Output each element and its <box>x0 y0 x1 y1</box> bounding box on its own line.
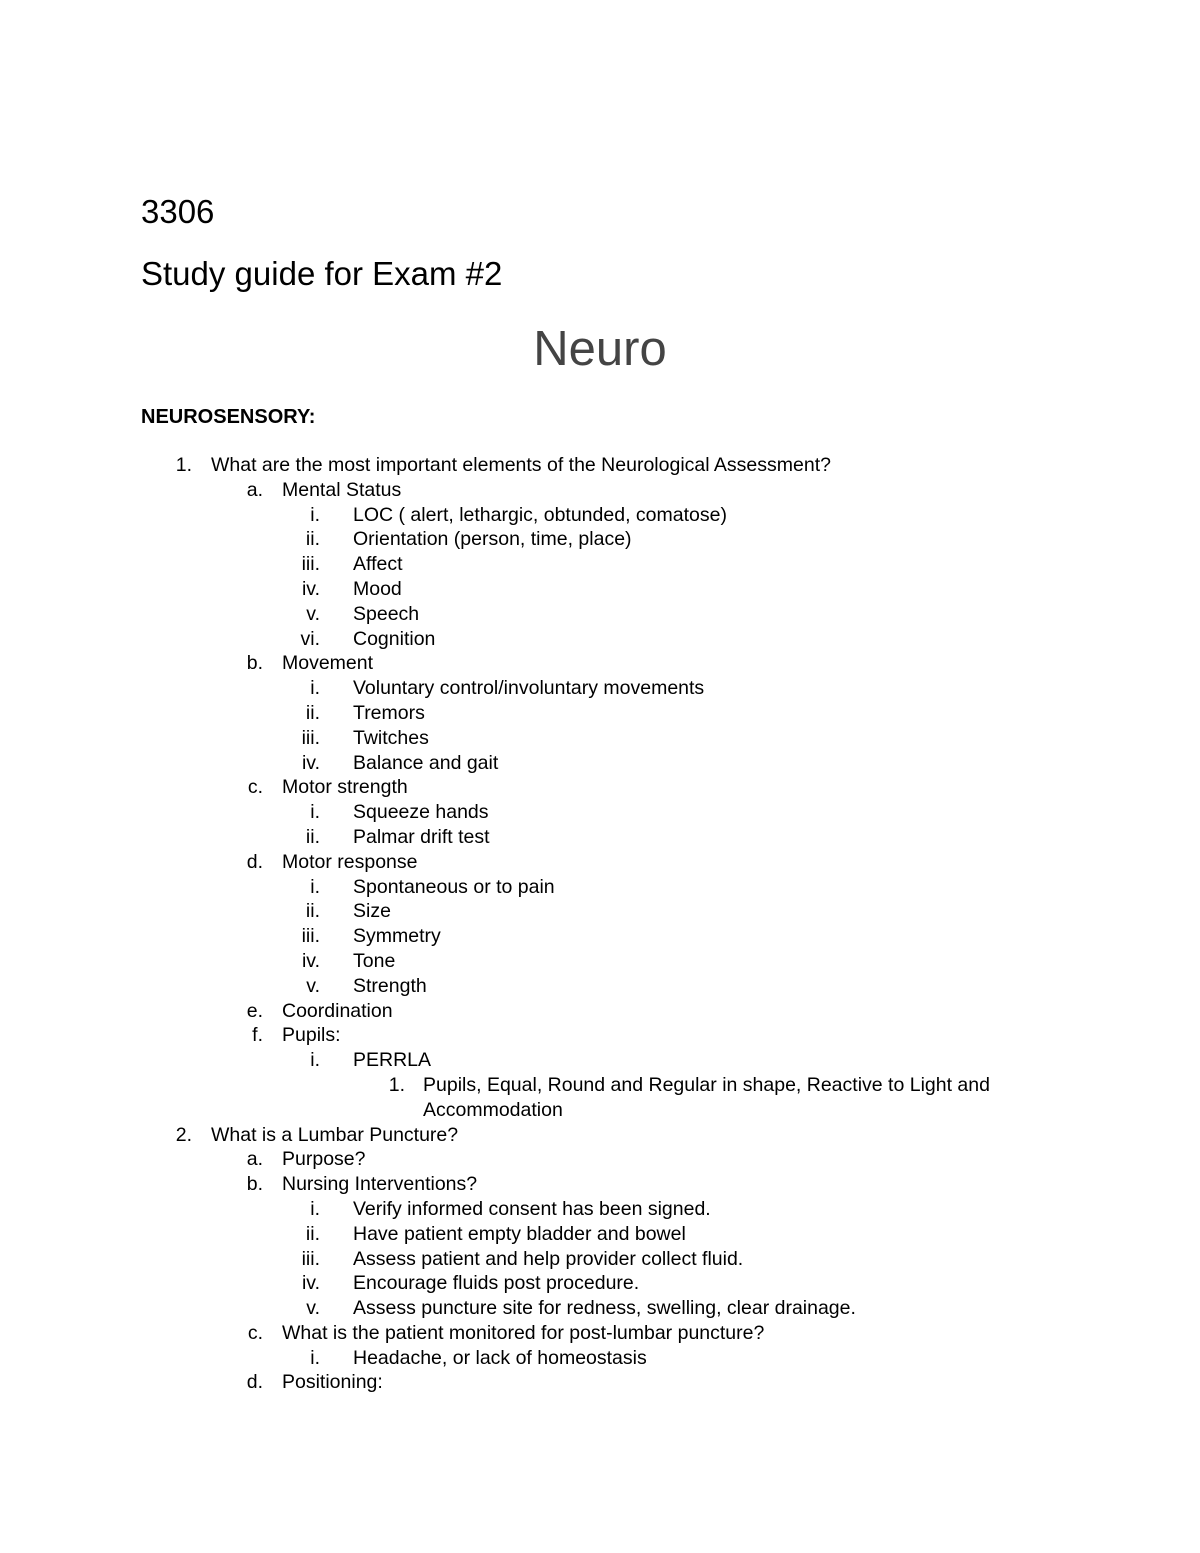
list-item-text: Cognition <box>353 627 436 650</box>
list-item <box>0 676 1200 701</box>
list-item-text: Assess puncture site for redness, swelling, clear drainage. <box>353 1297 856 1320</box>
list-marker: v. <box>306 1297 320 1320</box>
list-item-text: Mood <box>353 577 402 600</box>
list-item-text: Pupils, Equal, Round and Regular in shape, Reactive to Light and Accommodation <box>423 1073 990 1121</box>
list-item-text: Verify informed consent has been signed. <box>353 1197 711 1220</box>
list-marker: f. <box>252 1024 263 1047</box>
list-item-text: PERRLA <box>353 1049 432 1072</box>
list-item-text: What is the patient monitored for post-lumbar puncture? <box>282 1321 765 1344</box>
list-item <box>0 1321 1200 1346</box>
list-item <box>0 1023 1200 1048</box>
list-item <box>0 453 1200 478</box>
list-item <box>0 899 1200 924</box>
list-item <box>0 651 1200 676</box>
list-item-text: Movement <box>282 652 374 675</box>
list-item-text: Speech <box>353 602 420 625</box>
list-marker: a. <box>246 1148 263 1171</box>
list-marker: c. <box>247 776 263 799</box>
list-marker: i. <box>310 677 320 700</box>
list-marker: i. <box>310 875 320 898</box>
list-marker: 1. <box>388 1073 405 1096</box>
list-marker: d. <box>246 850 263 873</box>
list-item <box>0 627 1200 652</box>
list-item <box>0 1222 1200 1247</box>
list-item-text: Assess patient and help provider collect fluid. <box>353 1247 744 1270</box>
list-item <box>0 552 1200 577</box>
list-item <box>0 775 1200 800</box>
list-item-text: Size <box>353 900 391 923</box>
list-marker: v. <box>306 602 320 625</box>
list-marker: i. <box>310 1346 320 1369</box>
list-item <box>0 999 1200 1024</box>
list-item-text: What are the most important elements of the Neurological Assessment? <box>211 454 831 476</box>
course-number: 3306 <box>141 193 215 230</box>
list-marker: iii. <box>301 553 320 576</box>
section-label: NEUROSENSORY: <box>141 406 316 428</box>
list-item <box>0 924 1200 949</box>
list-item-text: Mental Status <box>282 478 402 501</box>
list-marker: b. <box>246 1173 263 1196</box>
list-marker: i. <box>310 1049 320 1072</box>
list-item-text: LOC ( alert, lethargic, obtunded, comatose) <box>353 503 727 526</box>
list-item <box>0 701 1200 726</box>
list-marker: vi. <box>300 627 320 650</box>
list-marker: c. <box>247 1321 263 1344</box>
list-item <box>0 1370 1200 1395</box>
list-item-text: Orientation (person, time, place) <box>353 528 632 551</box>
list-item-text: Nursing Interventions? <box>282 1173 478 1196</box>
list-marker: iv. <box>301 577 320 600</box>
list-item-text: Tremors <box>353 701 425 724</box>
list-marker: 2. <box>175 1123 192 1146</box>
list-item <box>0 503 1200 528</box>
list-item <box>0 478 1200 503</box>
list-item-text: Motor response <box>282 850 418 873</box>
list-marker: e. <box>246 999 263 1022</box>
list-item-text: Squeeze hands <box>353 801 489 824</box>
list-item <box>0 1197 1200 1222</box>
document-title: Study guide for Exam #2 <box>141 255 503 292</box>
list-item <box>0 974 1200 999</box>
list-marker: i. <box>310 801 320 824</box>
list-item-text: Purpose? <box>282 1148 366 1171</box>
list-item-text: Coordination <box>282 999 393 1022</box>
list-item <box>0 1147 1200 1172</box>
list-item-text: Voluntary control/involuntary movements <box>353 677 705 700</box>
list-item <box>0 949 1200 974</box>
list-item <box>0 850 1200 875</box>
list-item <box>0 1271 1200 1296</box>
list-marker: b. <box>246 652 263 675</box>
list-item-text: Have patient empty bladder and bowel <box>353 1222 686 1245</box>
list-marker: i. <box>310 503 320 526</box>
list-item <box>0 1247 1200 1272</box>
list-marker: i. <box>310 1197 320 1220</box>
list-item-text: Palmar drift test <box>353 825 490 848</box>
list-item-text: Headache, or lack of homeostasis <box>353 1346 647 1369</box>
list-marker: iii. <box>301 1247 320 1270</box>
list-item <box>0 825 1200 850</box>
list-marker: d. <box>246 1371 263 1394</box>
list-item <box>0 800 1200 825</box>
list-item <box>0 875 1200 900</box>
list-item <box>0 577 1200 602</box>
list-item <box>0 527 1200 552</box>
list-item-text: Symmetry <box>353 925 441 948</box>
list-item-text: Pupils: <box>282 1024 341 1047</box>
list-item-text: Encourage fluids post procedure. <box>353 1272 640 1295</box>
list-marker: a. <box>246 478 263 501</box>
list-marker: ii. <box>305 825 320 848</box>
list-marker: iv. <box>301 751 320 774</box>
list-marker: 1. <box>175 454 192 476</box>
section-heading: Neuro <box>533 322 667 376</box>
list-item <box>0 726 1200 751</box>
list-item-text: Tone <box>353 949 396 972</box>
list-item-text: Spontaneous or to pain <box>353 875 555 898</box>
list-marker: iii. <box>301 726 320 749</box>
list-marker: ii. <box>305 528 320 551</box>
list-item <box>0 751 1200 776</box>
list-item <box>0 1296 1200 1321</box>
list-item <box>0 1073 1200 1123</box>
list-item-text: Balance and gait <box>353 751 499 774</box>
list-marker: ii. <box>305 701 320 724</box>
list-item <box>0 602 1200 627</box>
list-item-text: What is a Lumbar Puncture? <box>211 1123 459 1146</box>
list-marker: ii. <box>305 1222 320 1245</box>
list-item <box>0 1048 1200 1073</box>
list-marker: v. <box>306 974 320 997</box>
list-item <box>0 1123 1200 1148</box>
list-item <box>0 1346 1200 1371</box>
list-marker: iv. <box>301 949 320 972</box>
list-marker: iii. <box>301 925 320 948</box>
list-item-text: Motor strength <box>282 776 408 799</box>
list-item-text: Positioning: <box>282 1371 383 1394</box>
list-marker: iv. <box>301 1272 320 1295</box>
list-item-text: Affect <box>353 553 403 576</box>
outline-list <box>0 453 1200 1395</box>
list-item-text: Twitches <box>353 726 429 749</box>
list-item-text: Strength <box>353 974 427 997</box>
list-item <box>0 1172 1200 1197</box>
list-marker: ii. <box>305 900 320 923</box>
